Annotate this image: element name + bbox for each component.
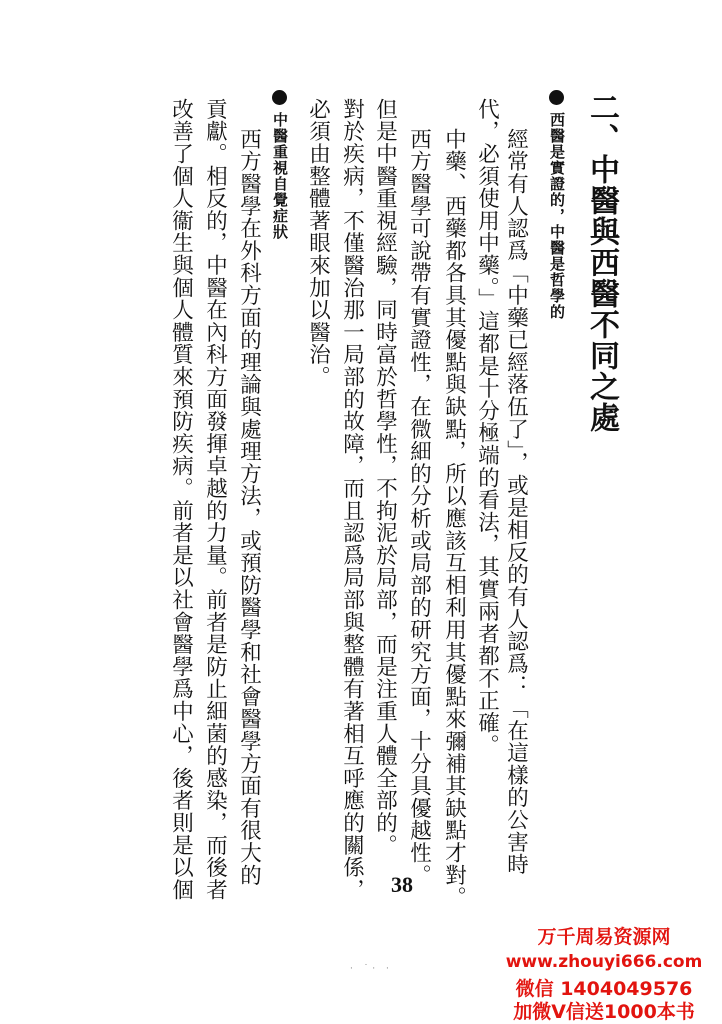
text-column-6: 對於疾病，不僅醫治那一局部的故障，而且認爲局部與整體有著相互呼應的關係，: [339, 98, 365, 901]
watermark-line-1: 万千周易资源网: [537, 926, 671, 948]
text-column-2: 代，必須使用中藥。」這都是十分極端的看法，其實兩者都不正確。: [474, 98, 500, 757]
scan-specks: · ˙· ·: [350, 964, 393, 974]
bullet-icon: [272, 90, 287, 105]
text-column-1: 經常有人認爲「中藥已經落伍了」，或是相反的有人認爲：「在這樣的公害時: [503, 128, 529, 876]
watermark-line-2: www.zhouyi666.com: [505, 952, 703, 972]
bullet-icon: [549, 90, 564, 105]
page-number: 38: [391, 872, 413, 897]
watermark-line-4: 加微V信送1000本书: [513, 1001, 695, 1023]
text-column-4: 西方醫學可說帶有實證性，在微細的分析或局部的研究方面，十分具優越性。: [406, 128, 432, 887]
text-column-10: 改善了個人衞生與個人體質來預防疾病。前者是以社會醫學爲中心，後者則是以個: [168, 98, 194, 901]
section-title: 二、中醫與西醫不同之處: [584, 92, 619, 433]
text-column-8: 西方醫學在外科方面的理論與處理方法，或預防醫學和社會醫學方面有很大的: [236, 128, 262, 887]
text-column-9: 貢獻。相反的，中醫在內科方面發揮卓越的力量。前者是防止細菌的感染，而後者: [202, 98, 228, 901]
subheading-empirical: 西醫是實證的，中醫是哲學的: [548, 112, 566, 320]
text-column-3: 中藥、西藥都各具其優點與缺點，所以應該互相利用其優點來彌補其缺點才對。: [441, 128, 467, 909]
watermark-line-3: 微信 1404049576: [515, 978, 693, 1000]
text-column-7: 必須由整體著眼來加以醫治。: [305, 98, 331, 388]
subheading-symptoms: 中醫重視自覺症狀: [271, 112, 289, 240]
text-column-5: 但是中醫重視經驗，同時富於哲學性，不拘泥於局部，而是注重人體全部的。: [372, 98, 398, 857]
